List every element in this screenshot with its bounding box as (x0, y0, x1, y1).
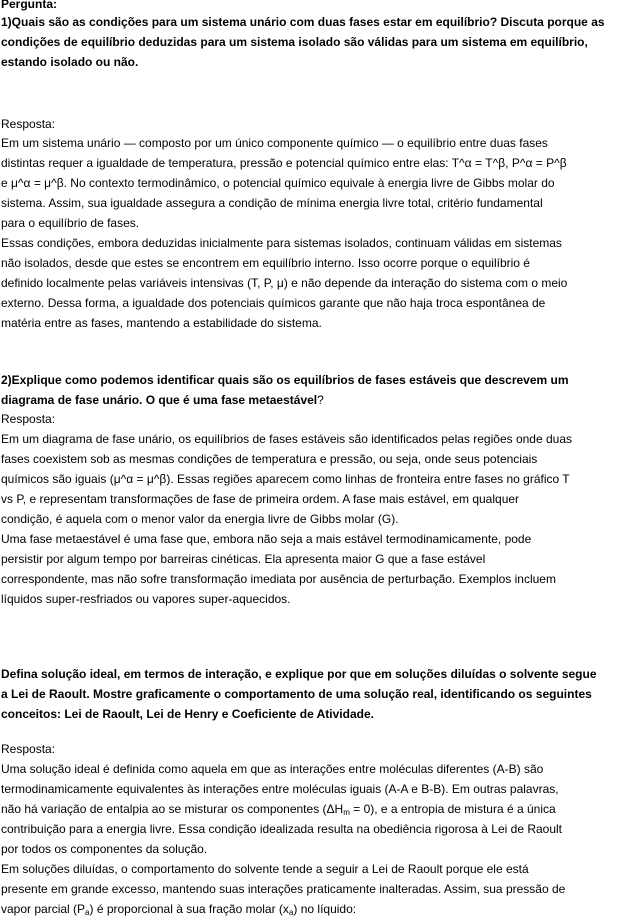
q3-answer-line-7: presente em grande excesso, mantendo suas interações praticamente inalteradas. Assim, sua pressão de (1, 882, 566, 896)
q2-answer-line-4: vs P, e representam transformações de fase de primeira ordem. A fase mais estável, em qualquer (1, 492, 520, 506)
q2-answer-line-7: persistir por algum tempo por barreiras cinéticas. Ela apresenta maior G que a fase estável (1, 552, 486, 566)
q3-answer-line-3-pre: não há variação de entalpia ao se misturar os componentes (ΔH (1, 802, 344, 816)
q3-answer-line-8 (1, 899, 356, 919)
q1-answer-line-1: Em um sistema unário — composto por um único componente químico — o equilíbrio entre duas fases (1, 136, 548, 150)
q2-answer-label: Resposta: (1, 412, 56, 426)
q2-answer-line-9: líquidos super-resfriados ou vapores super-aquecidos. (1, 592, 291, 606)
q2-answer-line-5: condição, é aquela com o menor valor da energia livre de Gibbs molar (G). (1, 512, 399, 526)
q3-question-line-2: a Lei de Raoult. Mostre graficamente o comportamento de uma solução real, identificando os seguintes (1, 687, 592, 701)
q1-answer-line-5: para o equilíbrio de fases. (1, 216, 140, 230)
q1-answer-line-8: definido localmente pelas variáveis intensivas (T, P, μ) e não depende da interação do sistema com o meio (1, 276, 568, 290)
q2-question-line-2-tail: ? (317, 393, 324, 407)
q3-answer-line-8-pre: vapor parcial (P (1, 902, 86, 916)
q2-answer-line-8: correspondente, mas não sofre transformação imediata por ausência de perturbação. Exemplos incluem (1, 572, 556, 586)
q1-answer-line-6: Essas condições, embora deduzidas inicialmente para sistemas isolados, continuam válidas em sistemas (1, 236, 562, 250)
q3-answer-line-8-subscript-2: a (288, 908, 294, 917)
q3-answer-line-4: contribuição para a energia livre. Essa condição idealizada resulta na obediência rigorosa à Lei de Raoult (1, 822, 563, 836)
q3-answer-line-3-post: = 0), e a entropia de mistura é a única (349, 802, 556, 816)
q2-question-line-1: 2)Explique como podemos identificar quais são os equilíbrios de fases estáveis que descrevem um (1, 373, 569, 387)
q2-answer-line-6: Uma fase metaestável é uma fase que, embora não seja a mais estável termodinamicamente, pode (1, 532, 532, 546)
q2-answer-line-3: químicos são iguais (μ^α = μ^β). Essas regiões aparecem como linhas de fronteira entre fases no gráfico T (1, 472, 570, 486)
q1-answer-line-2: distintas requer a igualdade de temperatura, pressão e potencial químico entre elas: T^α = T^β, P^α = P^β (1, 156, 567, 170)
q1-answer-label: Resposta: (1, 117, 56, 131)
q3-answer-line-5: por todos os componentes da solução. (1, 842, 208, 856)
q3-answer-line-6: Em soluções diluídas, o comportamento do solvente tende a seguir a Lei de Raoult porque ele está (1, 862, 529, 876)
q1-question-line-1: 1)Quais são as condições para um sistema unário com duas fases estar em equilíbrio? Discuta porque as (1, 15, 605, 29)
q1-question-line-3: estando isolado ou não. (1, 55, 139, 69)
q2-answer-line-2: fases coexistem sob as mesmas condições de temperatura e pressão, ou seja, onde seus potenciais (1, 452, 538, 466)
question-header: Pergunta: (1, 0, 58, 11)
q1-answer-line-10: matéria entre as fases, mantendo a estabilidade do sistema. (1, 316, 322, 330)
q1-answer-line-7: não isolados, desde que estes se encontrem em equilíbrio interno. Isso ocorre porque o equilíbrio é (1, 256, 530, 270)
q1-answer-line-3: e μ^α = μ^β. No contexto termodinâmico, o potencial químico equivale à energia livre de Gibbs molar do (1, 176, 555, 190)
q3-answer-line-1: Uma solução ideal é definida como aquela em que as interações entre moléculas diferentes (A-B) são (1, 762, 544, 776)
q3-answer-line-2: termodinamicamente equivalentes às interações entre moléculas iguais (A-A e B-B). Em outras palavras, (1, 782, 559, 796)
q1-question-line-2: condições de equilíbrio deduzidas para um sistema isolado são válidas para um sistema em equilíbrio, (1, 35, 588, 49)
q3-answer-label: Resposta: (1, 742, 56, 756)
q3-answer-line-8-subscript-1: a (85, 908, 90, 917)
q2-answer-line-1: Em um diagrama de fase unário, os equilíbrios de fases estáveis são identificados pelas regiões onde duas (1, 432, 573, 446)
q3-answer-line-8-mid: ) é proporcional à sua fração molar (x (89, 902, 289, 916)
q2-question-line-2-bold: diagrama de fase unário. O que é uma fase metaestável (1, 393, 318, 407)
q3-answer-line-3-subscript: m (343, 808, 350, 817)
q3-answer-line-8-post: ) no líquido: (293, 902, 357, 916)
q1-answer-line-9: externo. Dessa forma, a igualdade dos potenciais químicos garante que não haja troca espontânea de (1, 296, 546, 310)
q1-answer-line-4: sistema. Assim, sua igualdade assegura a condição de mínima energia livre total, critério fundamental (1, 196, 543, 210)
q3-question-line-1: Defina solução ideal, em termos de interação, e explique por que em soluções diluídas o solvente segue (1, 667, 597, 681)
q2-question-line-2 (1, 390, 324, 410)
q3-answer-line-3 (1, 799, 556, 819)
q3-question-line-3: conceitos: Lei de Raoult, Lei de Henry e Coeficiente de Atividade. (1, 707, 374, 721)
